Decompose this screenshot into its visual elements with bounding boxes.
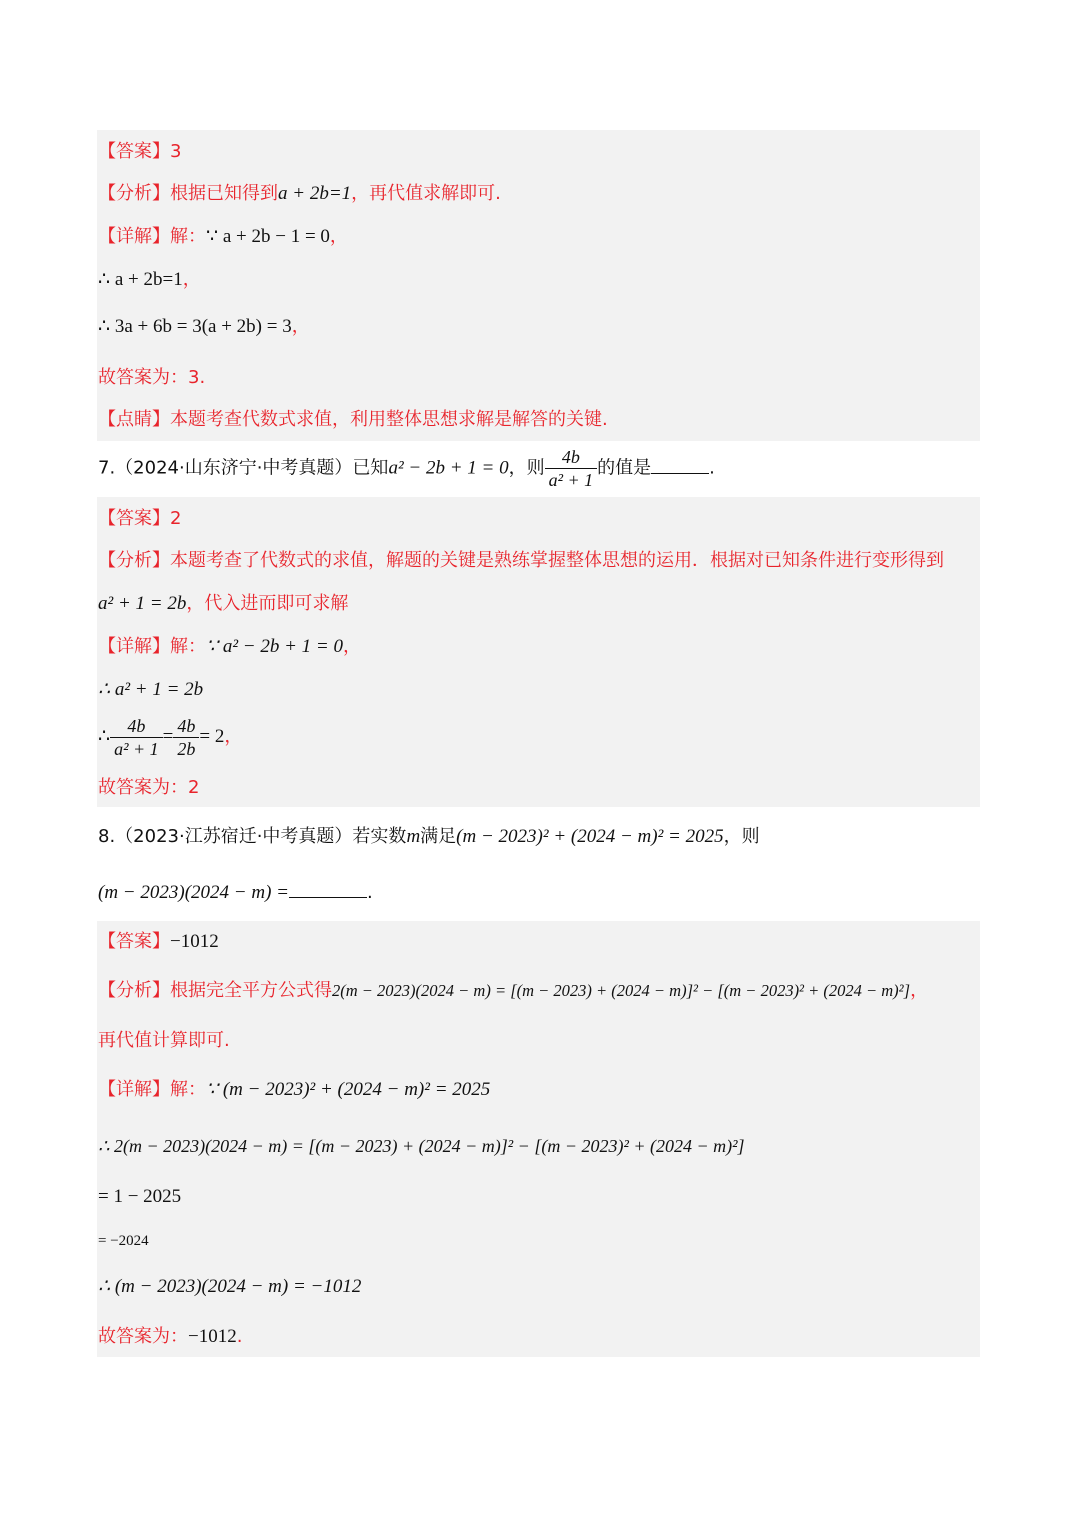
q8-answer-value: −1012 [170, 931, 219, 952]
q8-step4-math: ∴ (m − 2023)(2024 − m) = −1012 [98, 1276, 362, 1297]
q7-conclusion: 故答案为：2 [98, 777, 200, 798]
q6-step1 [98, 268, 201, 292]
q6-detail-comma: ， [329, 226, 348, 247]
q6-step1-math: ∴ a + 2b=1 [98, 269, 183, 290]
q8-answer [98, 930, 219, 954]
q7-step2-f2-num: 4b [173, 715, 199, 738]
q8-stem-m: m [406, 826, 421, 847]
q8-analysis-2: 再代值计算即可. [98, 1030, 230, 1051]
q8-step3-math: = −2024 [98, 1233, 149, 1249]
q7-step1-math: ∴ a² + 1 = 2b [98, 679, 204, 700]
q7-answer: 【答案】2 [98, 508, 182, 529]
q7-detail-label: 【详解】解： [98, 636, 206, 657]
q8-conclusion-value: −1012 [188, 1326, 237, 1347]
q7-analysis-2-tail: ，代入进而即可求解 [186, 593, 349, 614]
q7-detail [98, 635, 361, 659]
q7-step2-fraction-2 [173, 715, 199, 760]
q8-analysis-comma: ， [910, 980, 929, 1001]
q7-step2-tail: = 2 [199, 726, 225, 747]
q8-stem-math: (m − 2023)² + (2024 − m)² = 2025 [456, 826, 724, 847]
q7-step2-prefix: ∴ [98, 726, 111, 747]
q6-step2-comma: ， [291, 316, 310, 337]
q7-step2-comma: ， [224, 726, 243, 747]
q8-detail-label: 【详解】解： [98, 1079, 206, 1100]
q8-answer-blank [289, 879, 367, 898]
q8-analysis-label: 【分析】根据完全平方公式得 [98, 980, 332, 1001]
q7-step2-f1-den: a² + 1 [114, 738, 159, 759]
q6-solution-box [97, 130, 980, 441]
q8-stem-2 [98, 879, 373, 905]
q8-stem2-math: (m − 2023)(2024 − m) = [98, 882, 289, 903]
q7-step2-f1-num: 4b [110, 715, 163, 738]
q7-stem-math: a² − 2b + 1 = 0 [388, 457, 509, 479]
q6-detail [98, 225, 348, 249]
q7-analysis-1: 【分析】本题考查了代数式的求值，解题的关键是熟练掌握整体思想的运用．根据对已知条件进行变形得到 [98, 550, 944, 571]
q6-analysis-label: 【分析】根据已知得到 [98, 183, 278, 204]
q7-step2 [98, 714, 242, 760]
q6-step2 [98, 315, 310, 339]
q8-step2 [98, 1185, 181, 1209]
q7-frac-den: a² + 1 [548, 470, 594, 490]
q8-conclusion-label: 故答案为： [98, 1326, 188, 1347]
q8-step1-math: ∴ 2(m − 2023)(2024 − m) = [(m − 2023) + (2024 − m)]² − [(m − 2023)² + (2024 − m)²] [98, 1136, 745, 1156]
q6-analysis [98, 182, 501, 206]
q7-answer-blank [651, 455, 709, 474]
q7-stem-fraction [545, 446, 598, 491]
q8-answer-label: 【答案】 [98, 931, 170, 952]
q7-analysis-2-math: a² + 1 = 2b [98, 593, 187, 614]
q6-analysis-math: a + 2b=1 [278, 183, 352, 204]
q8-detail [98, 1078, 490, 1102]
q7-detail-math: ∵ a² − 2b + 1 = 0 [206, 636, 343, 657]
q8-conclusion [98, 1325, 242, 1349]
q7-period: . [709, 457, 715, 479]
q8-step3 [98, 1228, 149, 1253]
q6-answer: 【答案】3 [98, 141, 182, 162]
q8-analysis-math: 2(m − 2023)(2024 − m) = [(m − 2023) + (2024 − m)]² − [(m − 2023)² + (2024 − m)²] [332, 981, 911, 1000]
q8-stem [98, 825, 760, 849]
q8-detail-math: ∵ (m − 2023)² + (2024 − m)² = 2025 [206, 1079, 491, 1100]
q7-detail-comma: ， [343, 636, 361, 657]
q7-step2-fraction-1 [110, 715, 163, 760]
q7-stem [98, 446, 715, 491]
q6-analysis-tail: ，再代值求解即可. [351, 183, 501, 204]
q8-conclusion-period: . [236, 1326, 243, 1347]
q8-analysis [98, 979, 928, 1003]
q6-conclusion: 故答案为：3. [98, 367, 206, 388]
q7-analysis-2 [98, 592, 348, 616]
q8-stem-prefix: 8.（2023·江苏宿迁·中考真题）若实数 [98, 826, 407, 847]
q8-stem-mid: 满足 [420, 826, 457, 847]
q6-comment: 【点睛】本题考查代数式求值，利用整体思想求解是解答的关键. [98, 409, 608, 430]
q6-step2-math: ∴ 3a + 6b = 3(a + 2b) = 3 [98, 316, 292, 337]
q8-step1 [98, 1134, 745, 1159]
q7-stem-tail: 的值是 [597, 457, 652, 479]
q7-stem-prefix: 7.（2024·山东济宁·中考真题）已知 [98, 457, 389, 479]
q8-stem-tail: ，则 [723, 826, 760, 847]
q8-period: . [366, 882, 373, 903]
q8-step2-math: = 1 − 2025 [98, 1186, 182, 1207]
q7-step1 [98, 678, 203, 702]
q8-step4 [98, 1275, 361, 1299]
q6-step1-comma: ， [182, 269, 201, 290]
q6-detail-math: ∵ a + 2b − 1 = 0 [206, 226, 330, 247]
q7-step2-eq: = [162, 726, 174, 747]
q7-frac-num: 4b [545, 446, 598, 469]
q7-step2-f2-den: 2b [177, 738, 196, 759]
q7-stem-mid: ，则 [508, 457, 545, 479]
q6-detail-label: 【详解】解： [98, 226, 206, 247]
